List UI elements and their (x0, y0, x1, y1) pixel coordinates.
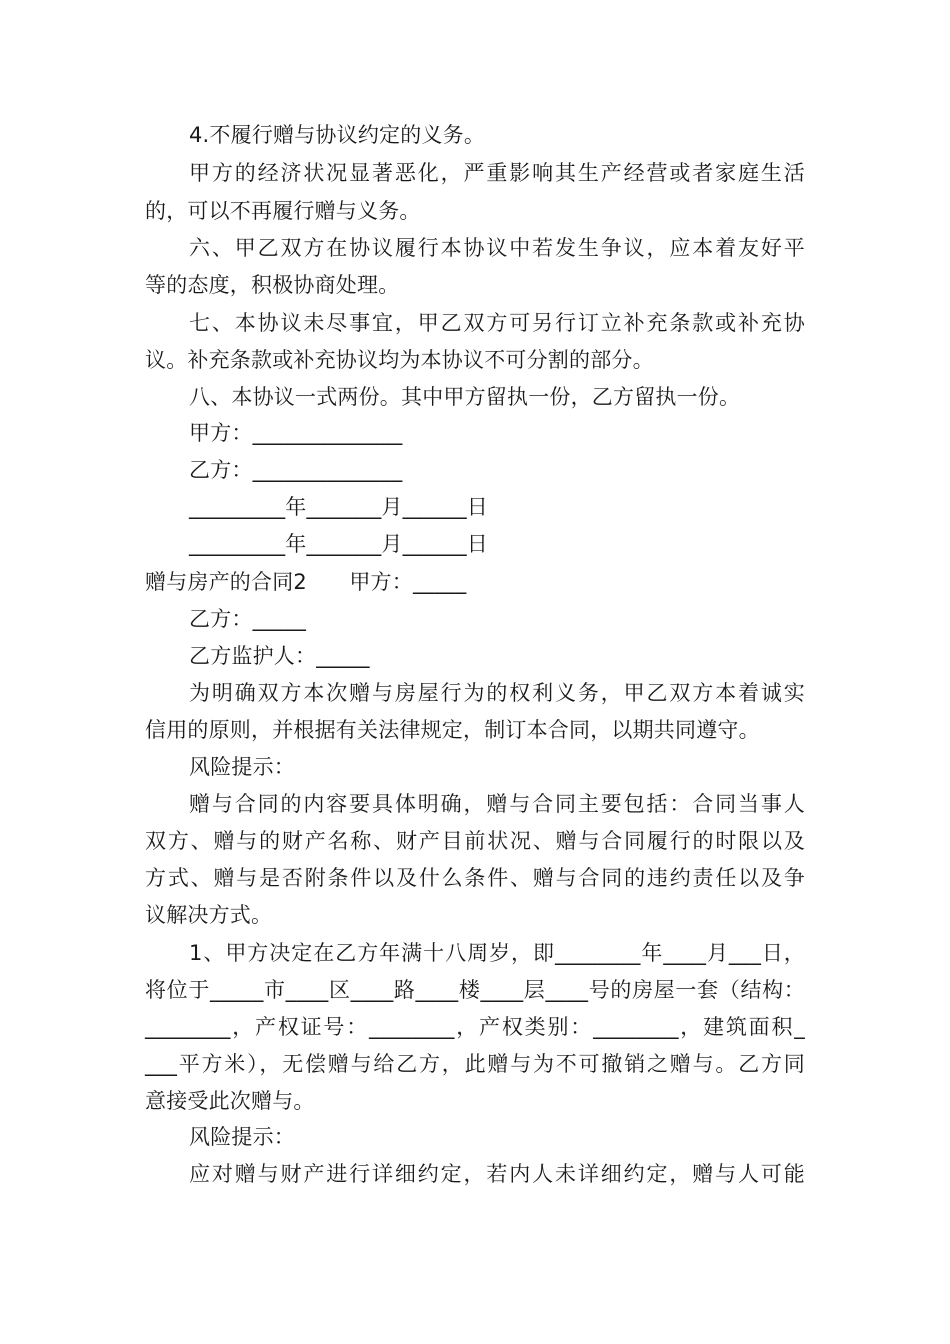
clause-8-line: 八、本协议一式两份。其中甲方留执一份，乙方留执一份。 (189, 385, 741, 409)
risk-tip-heading: 风险提示： (189, 1125, 295, 1149)
risk-tip-line: 方式、赠与是否附条件以及什么条件、赠与合同的违约责任以及争 (145, 866, 805, 890)
risk-tip-line: 议解决方式。 (145, 903, 273, 927)
clause-6-line: 六、甲乙双方在协议履行本协议中若发生争议，应本着友好平 (189, 236, 805, 260)
clause-1-line: 将位于_____市____区____路____楼____层____号的房屋一套（结构： (145, 978, 805, 1002)
party-b-signature: 乙方：______________ (189, 458, 403, 482)
contract-2-heading: 赠与房产的合同2 甲方：_____ (145, 570, 467, 594)
clause-1-line: 意接受此次赠与。 (145, 1089, 315, 1113)
clause-7-line: 七、本协议未尽事宜，甲乙双方可另行订立补充条款或补充协 (189, 311, 805, 335)
paragraph-line: 议。补充条款或补充协议均为本协议不可分割的部分。 (145, 348, 654, 372)
risk-tip-line: 赠与合同的内容要具体明确，赠与合同主要包括：合同当事人 (189, 792, 805, 816)
clause-1-line: ________，产权证号：________，产权类别：________，建筑面积_ (145, 1015, 805, 1039)
paragraph-line: 的，可以不再履行赠与义务。 (145, 199, 421, 223)
date-line: _________年_______月______日 (189, 532, 488, 556)
clause-4-line: 4.不履行赠与协议约定的义务。 (189, 123, 486, 147)
preamble-line: 信用的原则，并根据有关法律规定，制订本合同，以期共同遵守。 (145, 718, 760, 742)
paragraph-line: 等的态度，积极协商处理。 (145, 273, 400, 297)
risk-tip-line: 应对赠与财产进行详细约定，若内人未详细约定，赠与人可能 (189, 1162, 805, 1186)
risk-tip-line: 双方、赠与的财产名称、财产目前状况、赠与合同履行的时限以及 (145, 829, 805, 853)
party-b-line: 乙方：_____ (189, 607, 307, 631)
preamble-line: 为明确双方本次赠与房屋行为的权利义务，甲乙双方本着诚实 (189, 681, 805, 705)
paragraph-line: 甲方的经济状况显著恶化，严重影响其生产经营或者家庭生活 (189, 161, 805, 185)
guardian-line: 乙方监护人：_____ (189, 644, 370, 668)
party-a-signature: 甲方：______________ (189, 421, 403, 445)
clause-1-line: ___平方米），无偿赠与给乙方，此赠与为不可撤销之赠与。乙方同 (145, 1052, 805, 1076)
date-line: _________年_______月______日 (189, 495, 488, 519)
clause-1-line: 1、甲方决定在乙方年满十八周岁，即________年____月___日， (189, 941, 805, 965)
risk-tip-heading: 风险提示： (189, 755, 295, 779)
